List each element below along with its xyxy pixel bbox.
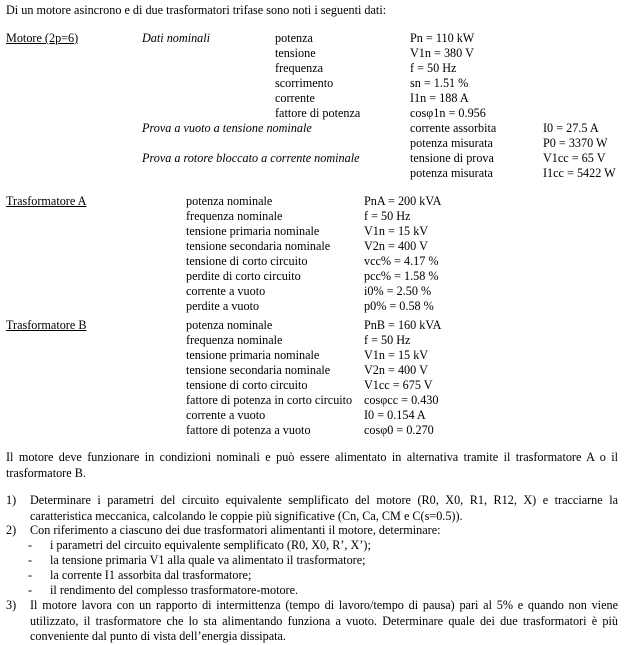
tb-row-value: cosφcc = 0.430 [364, 393, 439, 407]
motor-row-label: fattore di potenza [275, 106, 361, 120]
subitem-text: la corrente I1 assorbita dal trasformatore; [50, 568, 252, 582]
ta-row-label: tensione secondaria nominale [186, 239, 331, 253]
question-number: 2) [6, 523, 17, 537]
ta-row-value: vcc% = 4.17 % [364, 254, 439, 268]
tb-row-label: tensione primaria nominale [186, 348, 320, 362]
tb-row-label: corrente a vuoto [186, 408, 266, 422]
motor-row-value: sn = 1.51 % [410, 76, 469, 90]
tb-row-value: V1n = 15 kV [364, 348, 429, 362]
ta-row-value: V2n = 400 V [364, 239, 428, 253]
motor-row-label: tensione [275, 46, 316, 60]
dash: - [28, 538, 33, 552]
tb-row-value: I0 = 0.154 A [364, 408, 426, 422]
statement-paragraph: Il motore deve funzionare in condizioni nominali e può essere alimentato in alternativa tramite il trasformatore A o il trasformatore B. [6, 450, 618, 480]
transformer-a-heading: Trasformatore A [6, 194, 87, 208]
ta-row-label: corrente a vuoto [186, 284, 266, 298]
tb-row-label: tensione di corto circuito [186, 378, 308, 392]
tb-row-label: potenza nominale [186, 318, 273, 332]
motor-row-label: scorrimento [275, 76, 334, 90]
question-number: 1) [6, 493, 17, 507]
intro-text: Di un motore asincrono e di due trasformatori trifase sono noti i seguenti dati: [6, 3, 387, 17]
dash: - [28, 583, 33, 597]
locked-row-label: tensione di prova [410, 151, 494, 165]
ta-row-value: p0% = 0.58 % [364, 299, 434, 313]
tb-row-value: f = 50 Hz [364, 333, 411, 347]
tb-row-value: V2n = 400 V [364, 363, 428, 377]
tb-row-label: frequenza nominale [186, 333, 283, 347]
noload-row-label: potenza misurata [410, 136, 493, 150]
motor-row-value: cosφ1n = 0.956 [410, 106, 486, 120]
locked-row-label: potenza misurata [410, 166, 493, 180]
motor-row-label: potenza [275, 31, 313, 45]
question-1 [6, 493, 618, 525]
motor-locked-label: Prova a rotore bloccato a corrente nominale [142, 151, 360, 165]
motor-row-value: f = 50 Hz [410, 61, 457, 75]
ta-row-value: V1n = 15 kV [364, 224, 429, 238]
ta-row-value: f = 50 Hz [364, 209, 411, 223]
motor-heading: Motore (2p=6) [6, 31, 79, 45]
question-text: Determinare i parametri del circuito equivalente semplificato del motore (R0, X0, R1, R12, X) e tracciarne la caratteristica meccanica, calcolando le coppie più significative (Cn, Ca, CM e C(s=0.5)). [30, 493, 618, 523]
noload-row-label: corrente assorbita [410, 121, 497, 135]
tb-row-label: fattore di potenza in corto circuito [186, 393, 353, 407]
tb-row-value: PnB = 160 kVA [364, 318, 442, 332]
question-text: Con riferimento a ciascuno dei due trasformatori alimentanti il motore, determinare: [30, 523, 441, 537]
question-2 [6, 523, 618, 539]
subitem-text: la tensione primaria V1 alla quale va alimentato il trasformatore; [50, 553, 366, 567]
ta-row-value: i0% = 2.50 % [364, 284, 432, 298]
noload-row-value: P0 = 3370 W [543, 136, 608, 150]
motor-row-value: I1n = 188 A [410, 91, 469, 105]
ta-row-label: tensione primaria nominale [186, 224, 320, 238]
tb-row-value: cosφ0 = 0.270 [364, 423, 434, 437]
question-text: Il motore lavora con un rapporto di intermittenza (tempo di lavoro/tempo di pausa) pari al 5% e quando non viene utilizzato, il trasformatore che lo sta alimentando funziona a vuoto. Determinare quale dei due trasformatori è più conveniente dal punto di vista dell’energia dissipata. [30, 598, 618, 643]
motor-nominal-label: Dati nominali [142, 31, 211, 45]
ta-row-label: potenza nominale [186, 194, 273, 208]
motor-row-value: Pn = 110 kW [410, 31, 475, 45]
tb-row-value: V1cc = 675 V [364, 378, 433, 392]
motor-noload-label: Prova a vuoto a tensione nominale [142, 121, 312, 135]
ta-row-value: PnA = 200 kVA [364, 194, 442, 208]
ta-row-label: tensione di corto circuito [186, 254, 308, 268]
ta-row-label: perdite a vuoto [186, 299, 260, 313]
dash: - [28, 553, 33, 567]
ta-row-label: frequenza nominale [186, 209, 283, 223]
noload-row-value: I0 = 27.5 A [543, 121, 599, 135]
locked-row-value: I1cc = 5422 W [543, 166, 616, 180]
ta-row-label: perdite di corto circuito [186, 269, 301, 283]
subitem-text: il rendimento del complesso trasformatore-motore. [50, 583, 299, 597]
question-number: 3) [6, 598, 17, 612]
question-3 [6, 598, 618, 643]
tb-row-label: tensione secondaria nominale [186, 363, 331, 377]
locked-row-value: V1cc = 65 V [543, 151, 606, 165]
transformer-b-heading: Trasformatore B [6, 318, 87, 332]
motor-row-label: corrente [275, 91, 315, 105]
tb-row-label: fattore di potenza a vuoto [186, 423, 311, 437]
motor-row-label: frequenza [275, 61, 324, 75]
subitem-text: i parametri del circuito equivalente semplificato (R0, X0, R’, X’); [50, 538, 371, 552]
ta-row-value: pcc% = 1.58 % [364, 269, 439, 283]
dash: - [28, 568, 33, 582]
motor-row-value: V1n = 380 V [410, 46, 474, 60]
